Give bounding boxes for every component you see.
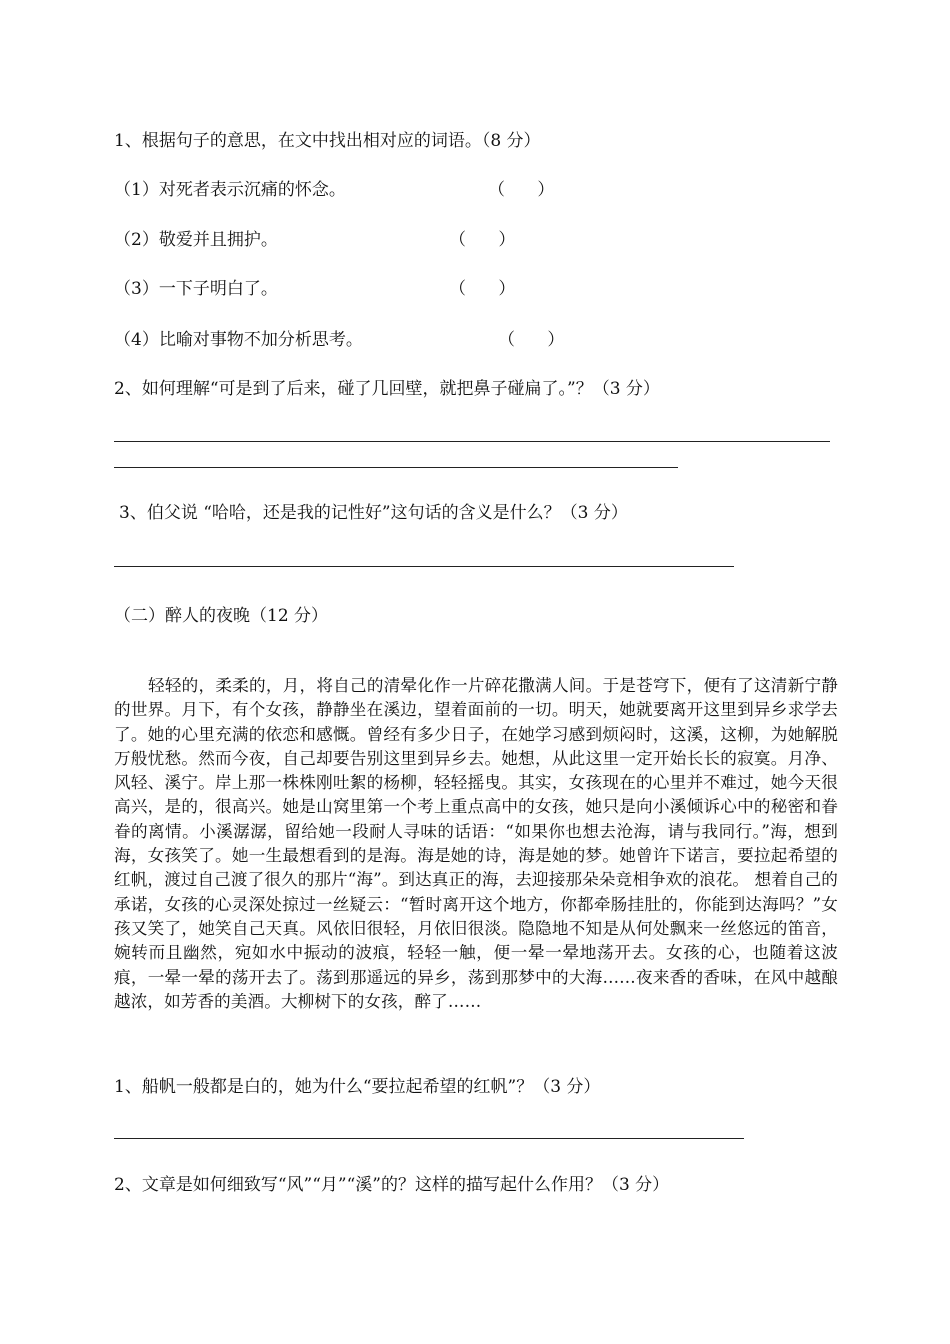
passage-question-2-title: 2、文章是如何细致写“风”“月”“溪”的？这样的描写起什么作用？（3 分） <box>114 1175 670 1195</box>
reading-passage: 轻轻的，柔柔的，月，将自己的清晕化作一片碎花撒满人间。于是苍穹下，便有了这清新宁静的世界。月下，有个女孩，静静坐在溪边，望着面前的一切。明天，她就要离开这里到异乡求学去了。她的心里充满的依恋和感慨。曾经有多少日子，在她学习感到烦闷时，这溪，这柳，为她解脱万般忧愁。然而今夜，自己却要告别这里到异乡去。她想，从此这里一定开始长长的寂寞。月净、风轻、溪宁。岸上那一株株刚吐絮的杨柳，轻轻摇曳。其实，女孩现在的心里并不难过，她今天很高兴，是的，很高兴。她是山窝里第一个考上重点高中的女孩，她只是向小溪倾诉心中的秘密和眷眷的离情。小溪潺潺，留给她一段耐人寻味的话语：“如果你也想去沧海，请与我同行。”海，想到海，女孩笑了。她一生最想看到的是海。海是她的诗，海是她的梦。她曾许下诺言，要拉起希望的红帆，渡过自己渡了很久的那片“海”。到达真正的海，去迎接那朵朵竞相争欢的浪花。 想着自己的承诺，女孩的心灵深处掠过一丝疑云：“暂时离开这个地方，你都牵肠挂肚的，你能到达海吗？”女孩又笑了，她笑自己天真。风依旧很轻，月依旧很淡。隐隐地不知是从何处飘来一丝悠远的笛音，婉转而且幽然，宛如水中振动的波痕，轻轻一触，便一晕一晕地荡开去。女孩的心，也随着这波痕，一晕一晕的荡开去了。荡到那遥远的异乡，荡到那梦中的大海……夜来香的香味，在风中越酿越浓，如芳香的美酒。大柳树下的女孩，醉了…… <box>114 676 838 1011</box>
question-1-item-3: （3）一下子明白了。 <box>114 279 278 299</box>
question-1-item-1: （1）对死者表示沉痛的怀念。 <box>114 180 346 200</box>
answer-blank-3[interactable]: （ ） <box>449 279 516 299</box>
question-1-item-4: （4）比喻对事物不加分析思考。 <box>114 330 363 350</box>
answer-line[interactable] <box>114 467 678 468</box>
question-2-title: 2、如何理解“可是到了后来，碰了几回壁，就把鼻子碰扁了。”？（3 分） <box>114 379 660 399</box>
answer-blank-1[interactable]: （ ） <box>488 180 555 200</box>
question-1-title: 1、根据句子的意思，在文中找出相对应的词语。（8 分） <box>114 131 541 151</box>
answer-blank-2[interactable]: （ ） <box>449 230 516 250</box>
section-heading: （二）醉人的夜晚（12 分） <box>114 606 329 626</box>
question-1-item-2: （2）敬爱并且拥护。 <box>114 230 278 250</box>
passage-question-1-title: 1、船帆一般都是白的，她为什么“要拉起希望的红帆”？（3 分） <box>114 1077 601 1097</box>
answer-line[interactable] <box>114 1138 744 1139</box>
answer-blank-4[interactable]: （ ） <box>498 330 565 350</box>
question-3-title: 3、伯父说 “哈哈，还是我的记性好”这句话的含义是什么？（3 分） <box>119 503 628 523</box>
answer-line[interactable] <box>114 441 830 442</box>
answer-line[interactable] <box>114 566 734 567</box>
